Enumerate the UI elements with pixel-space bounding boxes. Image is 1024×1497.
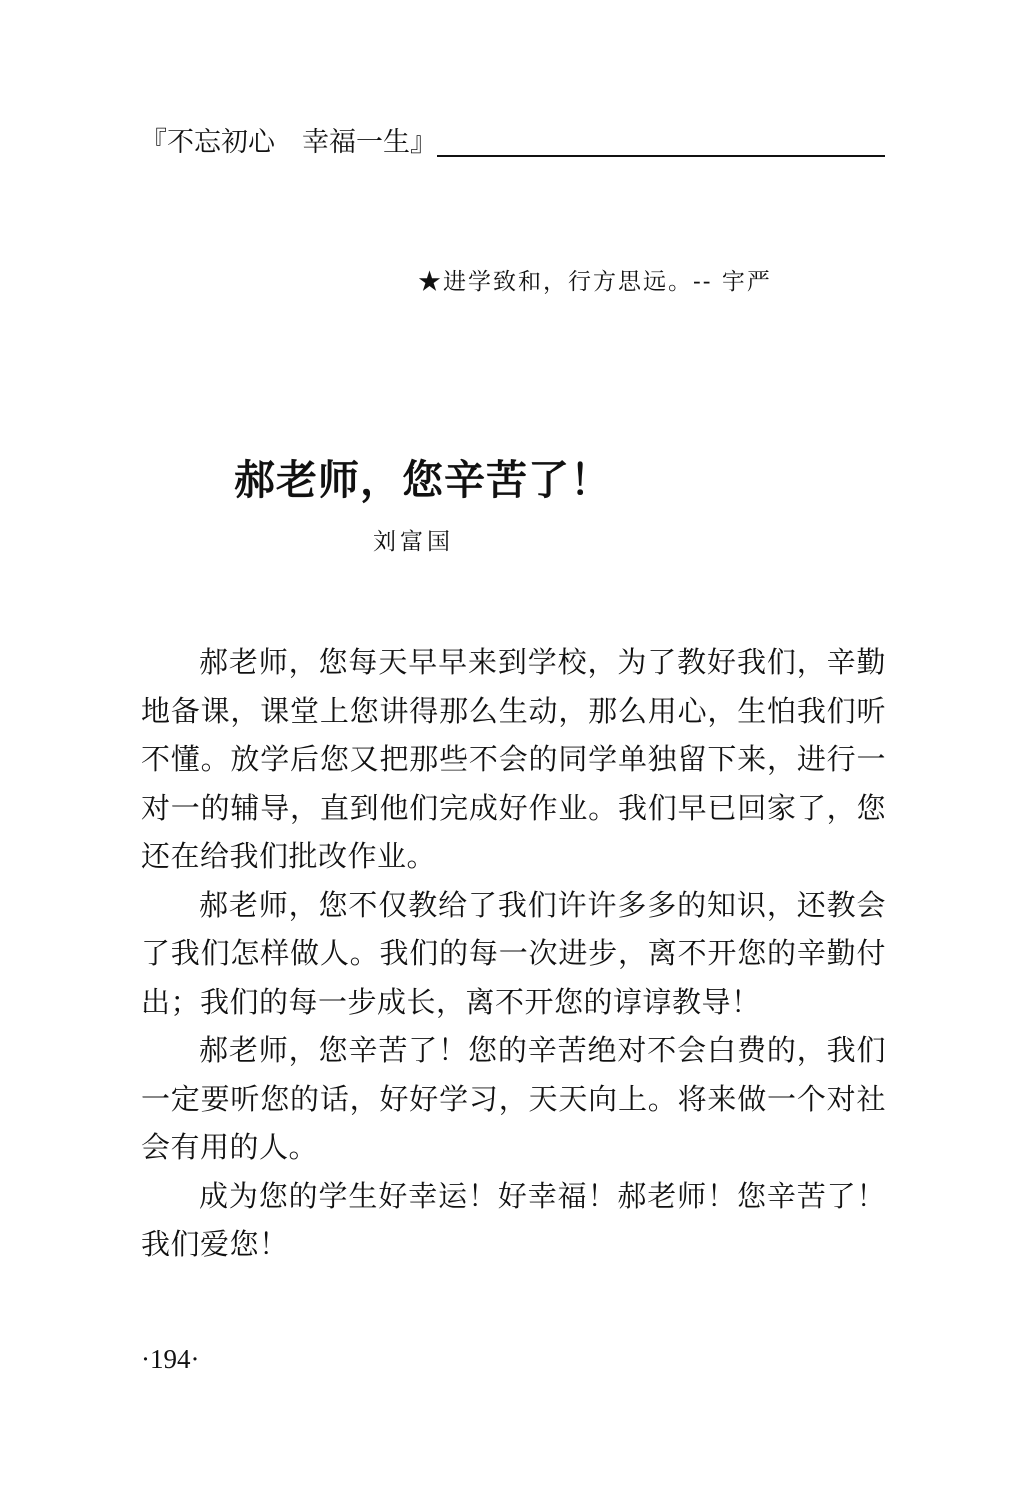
paragraph-3: 郝老师，您辛苦了！您的辛苦绝对不会白费的，我们一定要听您的话，好好学习，天天向上。将来做一个对社会有用的人。 — [141, 1033, 886, 1164]
article-title: 郝老师，您辛苦了！ — [234, 456, 612, 504]
paragraph-1: 郝老师，您每天早早来到学校，为了教好我们，辛勤地备课，课堂上您讲得那么生动，那么用心，生怕我们听不懂。放学后您又把那些不会的同学单独留下来，进行一对一的辅导，直到他们完成好作业。我们早已回家了，您还在给我们批改作业。 — [141, 645, 886, 873]
running-header-title: 『不忘初心 幸福一生』 — [140, 127, 437, 158]
motto: ★进学致和，行方思远。-- 宇严 — [418, 269, 772, 295]
article-author: 刘富国 — [373, 529, 454, 555]
header-rule — [430, 155, 885, 157]
paragraph-2: 郝老师，您不仅教给了我们许许多多的知识，还教会了我们怎样做人。我们的每一次进步，离不开您的辛勤付出；我们的每一步成长，离不开您的谆谆教导！ — [141, 887, 886, 1019]
running-header — [140, 122, 885, 162]
article-body — [141, 638, 886, 1269]
paragraph-4: 成为您的学生好幸运！好幸福！郝老师！您辛苦了！我们爱您！ — [141, 1178, 886, 1261]
page-number: ·194· — [141, 1344, 200, 1374]
